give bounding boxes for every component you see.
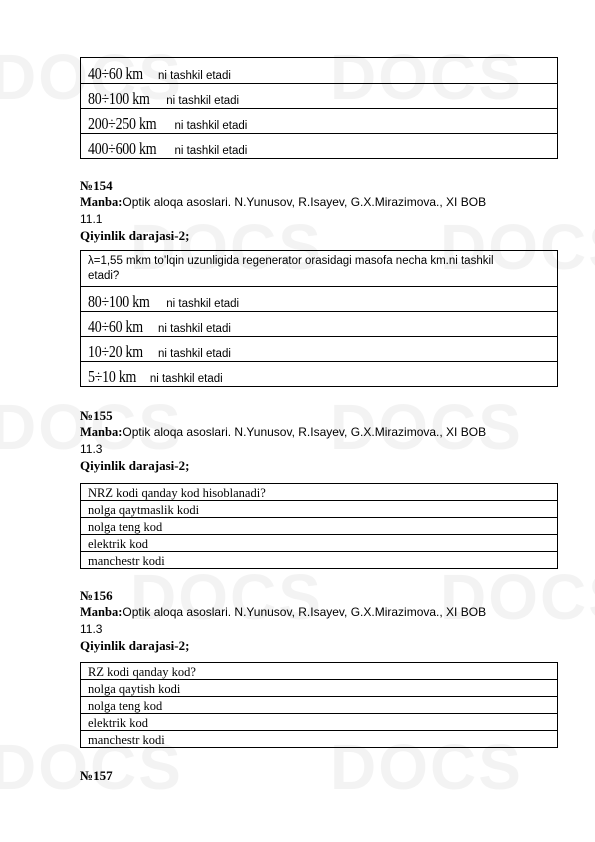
answer-option: nolga teng kod	[81, 518, 558, 535]
source-line: Manba:Optik aloqa asoslari. N.Yunusov, R.Isayev, G.X.Mirazimova., XI BOB	[80, 605, 487, 619]
answer-option: 10÷20 km ni tashkil etadi	[81, 337, 558, 362]
question-number: №156	[80, 588, 113, 603]
answer-option: manchestr kodi	[81, 552, 558, 569]
answer-option: 40÷60 km ni tashkil etadi	[81, 312, 558, 337]
question-text: NRZ kodi qanday kod hisoblanadi?	[81, 484, 558, 501]
answer-option: elektrik kod	[81, 535, 558, 552]
answer-option: manchestr kodi	[81, 731, 558, 748]
question-157-header	[80, 768, 550, 784]
answer-option: 200÷250 km ni tashkil etadi	[81, 109, 558, 134]
answer-option: 80÷100 km ni tashkil etadi	[81, 84, 558, 109]
q155-table	[80, 483, 558, 569]
q154-table	[80, 250, 558, 387]
answer-option: 40÷60 km ni tashkil etadi	[81, 58, 558, 84]
question-number: №155	[80, 408, 113, 423]
answer-option: elektrik kod	[81, 714, 558, 731]
question-155-header	[80, 408, 550, 474]
source-chapter: 11.3	[80, 622, 103, 636]
source-line: Manba:Optik aloqa asoslari. N.Yunusov, R.Isayev, G.X.Mirazimova., XI BOB	[80, 195, 487, 209]
q156-table	[80, 662, 558, 748]
difficulty-level: Qiyinlik darajasi-2;	[80, 228, 190, 243]
answer-option: 80÷100 km ni tashkil etadi	[81, 287, 558, 312]
source-chapter: 11.1	[80, 212, 103, 226]
q153-options-table	[80, 57, 558, 159]
answer-option: nolga qaytish kodi	[81, 680, 558, 697]
difficulty-level: Qiyinlik darajasi-2;	[80, 458, 190, 473]
question-text: λ=1,55 mkm to’lqin uzunligida regenerator orasidagi masofa necha km.ni tashkil etadi?	[81, 251, 558, 287]
question-156-header	[80, 588, 550, 654]
question-154-header	[80, 178, 550, 244]
question-number: №154	[80, 178, 113, 193]
source-line: Manba:Optik aloqa asoslari. N.Yunusov, R.Isayev, G.X.Mirazimova., XI BOB	[80, 425, 487, 439]
question-text: RZ kodi qanday kod?	[81, 663, 558, 680]
answer-option: nolga qaytmaslik kodi	[81, 501, 558, 518]
answer-option: 5÷10 km ni tashkil etadi	[81, 362, 558, 387]
question-number: №157	[80, 768, 113, 783]
answer-option: nolga teng kod	[81, 697, 558, 714]
source-chapter: 11.3	[80, 442, 103, 456]
difficulty-level: Qiyinlik darajasi-2;	[80, 638, 190, 653]
answer-option: 400÷600 km ni tashkil etadi	[81, 134, 558, 159]
